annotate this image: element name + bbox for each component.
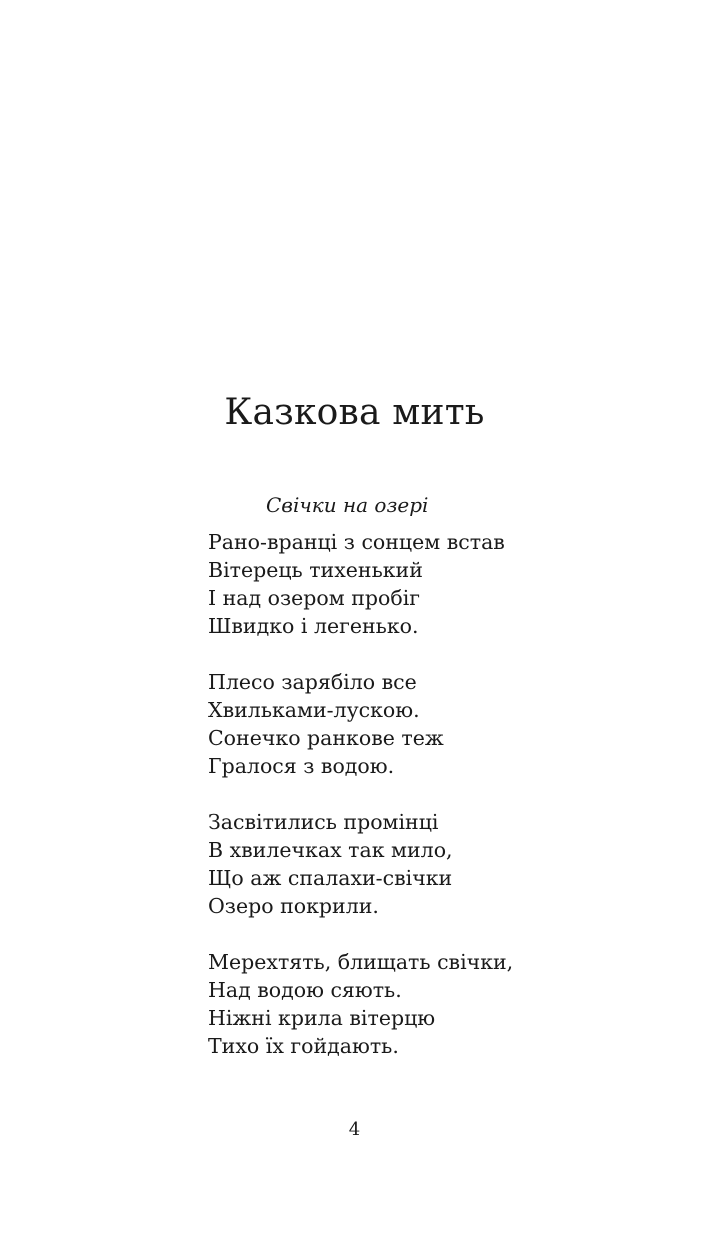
poem-line: Хвильками-лускою.	[208, 698, 420, 722]
stanza-4	[208, 948, 648, 1060]
poem-line: Озеро покрили.	[208, 894, 379, 918]
poem-line: Над водою сяють.	[208, 978, 402, 1002]
stanza-1	[208, 528, 648, 640]
page-title: Казкова мить	[224, 392, 485, 433]
poem-line: Що аж спалахи-свічки	[208, 866, 453, 890]
poem-line: В хвилечках так мило,	[208, 838, 453, 862]
stanza-3	[208, 808, 648, 920]
poem-line: Гралося з водою.	[208, 754, 395, 778]
poem-line: І над озером пробіг	[208, 586, 420, 610]
poem-line: Ніжні крила вітерцю	[208, 1006, 436, 1030]
poem-line: Вітерець тихенький	[208, 558, 423, 582]
poem-title: Свічки на озері	[266, 493, 429, 517]
page-number: 4	[348, 1119, 361, 1140]
poem-line: Тихо їх гойдають.	[208, 1034, 399, 1058]
poem-line: Засвітились промінці	[208, 810, 439, 834]
poem-line: Мерехтять, блищать свічки,	[208, 950, 514, 974]
stanza-2	[208, 668, 648, 780]
poem-line: Рано-вранці з сонцем встав	[208, 530, 505, 554]
poem-line: Плесо зарябіло все	[208, 670, 417, 694]
poem	[208, 488, 648, 1088]
poem-line: Швидко і легенько.	[208, 614, 419, 638]
poem-line: Сонечко ранкове теж	[208, 726, 444, 750]
